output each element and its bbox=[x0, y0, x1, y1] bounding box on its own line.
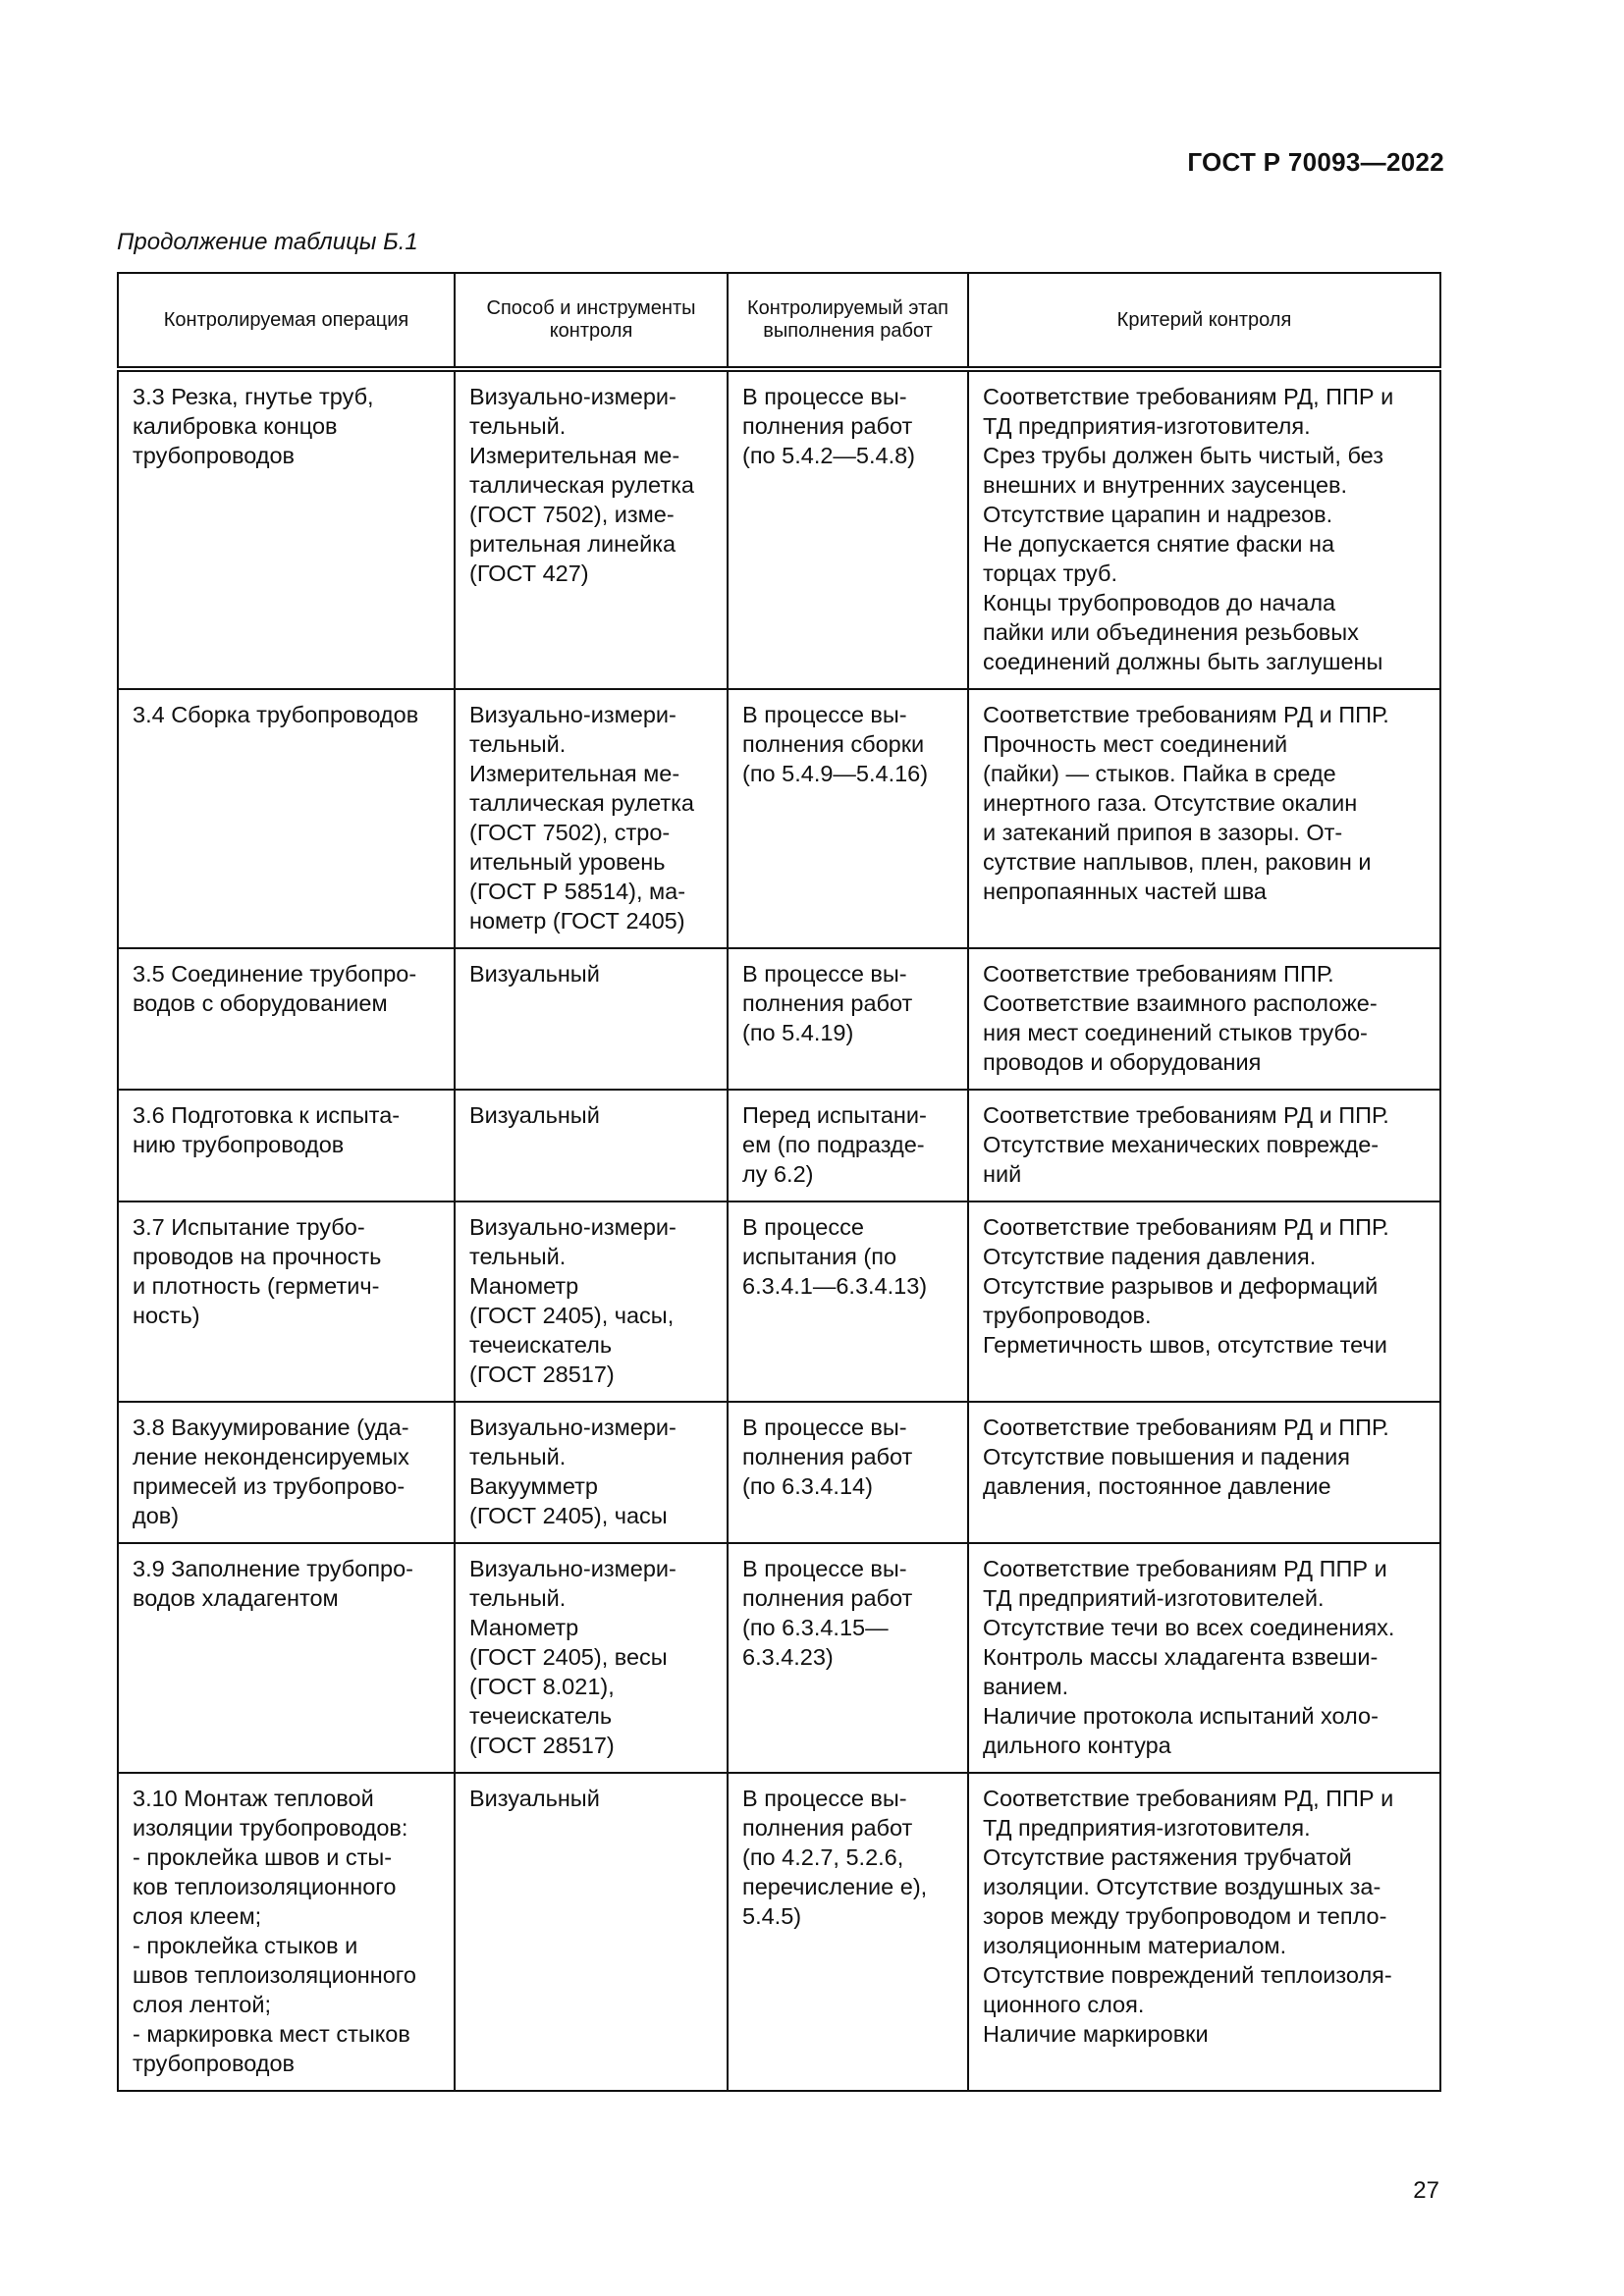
operation-line: - маркировка мест стыков bbox=[133, 2021, 410, 2047]
criteria-line: Срез трубы должен быть чистый, без bbox=[983, 443, 1384, 468]
method-line: (ГОСТ 8.021), bbox=[469, 1674, 615, 1699]
table-row bbox=[118, 1201, 1440, 1402]
stage-line: В процессе вы- bbox=[742, 702, 907, 727]
criteria-cell bbox=[968, 948, 1440, 1090]
table-row bbox=[118, 1402, 1440, 1543]
criteria-line: Отсутствие повышения и падения bbox=[983, 1444, 1351, 1469]
stage-line: В процессе bbox=[742, 1214, 864, 1240]
header-operation: Контролируемая операция bbox=[118, 273, 455, 369]
method-line: течеискатель bbox=[469, 1703, 613, 1729]
operation-line: трубопроводов bbox=[133, 2051, 296, 2076]
stage-line: 6.3.4.1—6.3.4.13) bbox=[742, 1273, 928, 1299]
criteria-line: Герметичность швов, отсутствие течи bbox=[983, 1332, 1387, 1358]
criteria-line: Соответствие требованиям РД, ППР и bbox=[983, 1786, 1394, 1811]
stage-cell bbox=[728, 1090, 968, 1201]
operation-line: водов с оборудованием bbox=[133, 990, 388, 1016]
operation-line: слоя клеем; bbox=[133, 1903, 262, 1929]
method-line: Визуальный bbox=[469, 1786, 600, 1811]
method-line: (ГОСТ 2405), весы bbox=[469, 1644, 668, 1670]
operation-line: водов хладагентом bbox=[133, 1585, 339, 1611]
operation-cell bbox=[118, 948, 455, 1090]
criteria-line: Наличие маркировки bbox=[983, 2021, 1209, 2047]
operation-line: 3.7 Испытание трубо- bbox=[133, 1214, 365, 1240]
method-line: таллическая рулетка bbox=[469, 790, 694, 816]
criteria-cell bbox=[968, 1402, 1440, 1543]
table-body bbox=[118, 369, 1440, 2091]
method-line: Визуально-измери- bbox=[469, 1556, 677, 1581]
criteria-line: Отсутствие растяжения трубчатой bbox=[983, 1844, 1352, 1870]
criteria-line: Отсутствие механических поврежде- bbox=[983, 1132, 1380, 1157]
stage-line: В процессе вы- bbox=[742, 384, 907, 409]
operation-line: слоя лентой; bbox=[133, 1992, 272, 2017]
control-table bbox=[117, 272, 1441, 2092]
criteria-line: проводов и оборудования bbox=[983, 1049, 1262, 1075]
method-line: Измерительная ме- bbox=[469, 443, 680, 468]
method-line: ительный уровень bbox=[469, 849, 666, 875]
criteria-line: Контроль массы хладагента взвеши- bbox=[983, 1644, 1379, 1670]
header-criteria: Критерий контроля bbox=[968, 273, 1440, 369]
criteria-line: изоляционным материалом. bbox=[983, 1933, 1287, 1958]
operation-line: 3.8 Вакуумирование (уда- bbox=[133, 1415, 409, 1440]
criteria-line: зоров между трубопроводом и тепло- bbox=[983, 1903, 1387, 1929]
method-line: Визуально-измери- bbox=[469, 1415, 677, 1440]
criteria-line: пайки или объединения резьбовых bbox=[983, 619, 1359, 645]
stage-line: перечисление е), bbox=[742, 1874, 928, 1899]
operation-cell bbox=[118, 1543, 455, 1773]
operation-line: 3.5 Соединение трубопро- bbox=[133, 961, 417, 987]
criteria-line: Соответствие требованиям РД и ППР. bbox=[983, 1102, 1389, 1128]
stage-line: полнения сборки bbox=[742, 731, 925, 757]
method-line: Манометр bbox=[469, 1615, 579, 1640]
method-line: таллическая рулетка bbox=[469, 472, 694, 498]
method-cell bbox=[455, 1773, 728, 2091]
criteria-line: Соответствие требованиям РД и ППР. bbox=[983, 1415, 1389, 1440]
method-line: (ГОСТ 28517) bbox=[469, 1733, 615, 1758]
operation-line: ность) bbox=[133, 1303, 200, 1328]
criteria-line: дильного контура bbox=[983, 1733, 1171, 1758]
stage-line: (по 4.2.7, 5.2.6, bbox=[742, 1844, 904, 1870]
operation-line: примесей из трубопрово- bbox=[133, 1473, 406, 1499]
method-line: (ГОСТ 28517) bbox=[469, 1362, 615, 1387]
method-cell bbox=[455, 1543, 728, 1773]
method-line: тельный. bbox=[469, 731, 567, 757]
criteria-line: непропаянных частей шва bbox=[983, 879, 1267, 904]
criteria-line: Соответствие требованиям РД и ППР. bbox=[983, 1214, 1389, 1240]
method-line: (ГОСТ 2405), часы bbox=[469, 1503, 668, 1528]
stage-cell bbox=[728, 1402, 968, 1543]
operation-line: - проклейка стыков и bbox=[133, 1933, 358, 1958]
table-row bbox=[118, 1090, 1440, 1201]
criteria-cell bbox=[968, 1090, 1440, 1201]
method-line: Визуально-измери- bbox=[469, 702, 677, 727]
stage-cell bbox=[728, 369, 968, 689]
method-line: Манометр bbox=[469, 1273, 579, 1299]
method-line: Визуальный bbox=[469, 961, 600, 987]
stage-line: полнения работ bbox=[742, 413, 913, 439]
operation-cell bbox=[118, 1402, 455, 1543]
criteria-line: трубопроводов. bbox=[983, 1303, 1152, 1328]
stage-cell bbox=[728, 1773, 968, 2091]
header-row bbox=[118, 273, 1440, 369]
operation-line: дов) bbox=[133, 1503, 180, 1528]
criteria-line: Концы трубопроводов до начала bbox=[983, 590, 1336, 615]
method-line: тельный. bbox=[469, 1585, 567, 1611]
criteria-line: Соответствие требованиям ППР. bbox=[983, 961, 1334, 987]
criteria-cell bbox=[968, 369, 1440, 689]
method-cell bbox=[455, 948, 728, 1090]
method-line: тельный. bbox=[469, 413, 567, 439]
criteria-line: ванием. bbox=[983, 1674, 1069, 1699]
criteria-line: ния мест соединений стыков трубо- bbox=[983, 1020, 1368, 1045]
operation-cell bbox=[118, 369, 455, 689]
stage-line: полнения работ bbox=[742, 990, 913, 1016]
method-cell bbox=[455, 369, 728, 689]
stage-line: В процессе вы- bbox=[742, 1556, 907, 1581]
operation-line: 3.4 Сборка трубопроводов bbox=[133, 702, 419, 727]
operation-line: нию трубопроводов bbox=[133, 1132, 345, 1157]
stage-cell bbox=[728, 689, 968, 948]
stage-line: (по 5.4.2—5.4.8) bbox=[742, 443, 916, 468]
stage-line: Перед испытани- bbox=[742, 1102, 927, 1128]
stage-line: полнения работ bbox=[742, 1585, 913, 1611]
criteria-line: Отсутствие царапин и надрезов. bbox=[983, 502, 1333, 527]
criteria-cell bbox=[968, 1773, 1440, 2091]
table-row bbox=[118, 1543, 1440, 1773]
stage-cell bbox=[728, 1543, 968, 1773]
criteria-cell bbox=[968, 1543, 1440, 1773]
stage-line: 5.4.5) bbox=[742, 1903, 802, 1929]
header-stage: Контролируемый этап выполнения работ bbox=[728, 273, 968, 369]
operation-cell bbox=[118, 1090, 455, 1201]
method-line: Измерительная ме- bbox=[469, 761, 680, 786]
criteria-line: внешних и внутренних заусенцев. bbox=[983, 472, 1348, 498]
criteria-line: соединений должны быть заглушены bbox=[983, 649, 1383, 674]
stage-line: 6.3.4.23) bbox=[742, 1644, 834, 1670]
criteria-line: Отсутствие повреждений теплоизоля- bbox=[983, 1962, 1392, 1988]
operation-line: калибровка концов bbox=[133, 413, 338, 439]
operation-line: ков теплоизоляционного bbox=[133, 1874, 397, 1899]
criteria-line: Отсутствие разрывов и деформаций bbox=[983, 1273, 1379, 1299]
criteria-line: и затеканий припоя в зазоры. От- bbox=[983, 820, 1343, 845]
method-cell bbox=[455, 1402, 728, 1543]
table-row bbox=[118, 1773, 1440, 2091]
method-line: рительная линейка bbox=[469, 531, 677, 557]
criteria-line: сутствие наплывов, плен, раковин и bbox=[983, 849, 1372, 875]
criteria-line: торцах труб. bbox=[983, 561, 1118, 586]
stage-cell bbox=[728, 948, 968, 1090]
table-caption: Продолжение таблицы Б.1 bbox=[117, 229, 418, 255]
operation-cell bbox=[118, 1201, 455, 1402]
operation-line: проводов на прочность bbox=[133, 1244, 382, 1269]
method-line: Визуально-измери- bbox=[469, 1214, 677, 1240]
stage-line: испытания (по bbox=[742, 1244, 897, 1269]
criteria-line: Соответствие взаимного расположе- bbox=[983, 990, 1378, 1016]
method-line: (ГОСТ 2405), часы, bbox=[469, 1303, 675, 1328]
method-cell bbox=[455, 1201, 728, 1402]
stage-line: полнения работ bbox=[742, 1815, 913, 1841]
criteria-line: изоляции. Отсутствие воздушных за- bbox=[983, 1874, 1381, 1899]
method-line: Визуально-измери- bbox=[469, 384, 677, 409]
criteria-line: Отсутствие падения давления. bbox=[983, 1244, 1317, 1269]
operation-line: 3.10 Монтаж тепловой bbox=[133, 1786, 374, 1811]
method-line: (ГОСТ 7502), стро- bbox=[469, 820, 671, 845]
operation-line: швов теплоизоляционного bbox=[133, 1962, 416, 1988]
criteria-cell bbox=[968, 689, 1440, 948]
method-line: Вакуумметр bbox=[469, 1473, 598, 1499]
operation-cell bbox=[118, 1773, 455, 2091]
operation-line: 3.6 Подготовка к испыта- bbox=[133, 1102, 401, 1128]
method-line: (ГОСТ 427) bbox=[469, 561, 589, 586]
criteria-line: Прочность мест соединений bbox=[983, 731, 1288, 757]
criteria-line: ТД предприятия-изготовителя. bbox=[983, 1815, 1311, 1841]
operation-line: 3.3 Резка, гнутье труб, bbox=[133, 384, 374, 409]
stage-line: В процессе вы- bbox=[742, 1415, 907, 1440]
criteria-line: ционного слоя. bbox=[983, 1992, 1145, 2017]
page-number: 27 bbox=[1413, 2177, 1439, 2204]
stage-line: (по 6.3.4.14) bbox=[742, 1473, 873, 1499]
operation-line: трубопроводов bbox=[133, 443, 296, 468]
criteria-line: Соответствие требованиям РД ППР и bbox=[983, 1556, 1387, 1581]
method-line: нометр (ГОСТ 2405) bbox=[469, 908, 685, 934]
operation-line: 3.9 Заполнение трубопро- bbox=[133, 1556, 414, 1581]
criteria-line: ТД предприятий-изготовителей. bbox=[983, 1585, 1325, 1611]
table-row bbox=[118, 689, 1440, 948]
stage-line: (по 5.4.9—5.4.16) bbox=[742, 761, 929, 786]
stage-line: В процессе вы- bbox=[742, 961, 907, 987]
stage-line: (по 5.4.19) bbox=[742, 1020, 854, 1045]
method-line: (ГОСТ 7502), изме- bbox=[469, 502, 675, 527]
method-cell bbox=[455, 1090, 728, 1201]
stage-line: ем (по подразде- bbox=[742, 1132, 925, 1157]
stage-line: (по 6.3.4.15— bbox=[742, 1615, 889, 1640]
stage-line: В процессе вы- bbox=[742, 1786, 907, 1811]
method-line: тельный. bbox=[469, 1444, 567, 1469]
method-line: тельный. bbox=[469, 1244, 567, 1269]
header-method: Способ и инструменты контроля bbox=[455, 273, 728, 369]
operation-line: и плотность (герметич- bbox=[133, 1273, 380, 1299]
stage-cell bbox=[728, 1201, 968, 1402]
standard-designation: ГОСТ Р 70093—2022 bbox=[1187, 147, 1444, 177]
criteria-line: (пайки) — стыков. Пайка в среде bbox=[983, 761, 1336, 786]
criteria-line: Отсутствие течи во всех соединениях. bbox=[983, 1615, 1395, 1640]
operation-line: ление неконденсируемых bbox=[133, 1444, 409, 1469]
criteria-line: Наличие протокола испытаний холо- bbox=[983, 1703, 1379, 1729]
stage-line: лу 6.2) bbox=[742, 1161, 814, 1187]
method-cell bbox=[455, 689, 728, 948]
criteria-line: давления, постоянное давление bbox=[983, 1473, 1331, 1499]
table-row bbox=[118, 948, 1440, 1090]
method-line: Визуальный bbox=[469, 1102, 600, 1128]
operation-line: изоляции трубопроводов: bbox=[133, 1815, 408, 1841]
criteria-line: ТД предприятия-изготовителя. bbox=[983, 413, 1311, 439]
method-line: (ГОСТ Р 58514), ма- bbox=[469, 879, 686, 904]
criteria-cell bbox=[968, 1201, 1440, 1402]
table-row bbox=[118, 369, 1440, 689]
operation-line: - проклейка швов и сты- bbox=[133, 1844, 393, 1870]
criteria-line: ний bbox=[983, 1161, 1022, 1187]
criteria-line: Соответствие требованиям РД и ППР. bbox=[983, 702, 1389, 727]
method-line: течеискатель bbox=[469, 1332, 613, 1358]
criteria-line: инертного газа. Отсутствие окалин bbox=[983, 790, 1358, 816]
operation-cell bbox=[118, 689, 455, 948]
criteria-line: Не допускается снятие фаски на bbox=[983, 531, 1335, 557]
criteria-line: Соответствие требованиям РД, ППР и bbox=[983, 384, 1394, 409]
stage-line: полнения работ bbox=[742, 1444, 913, 1469]
